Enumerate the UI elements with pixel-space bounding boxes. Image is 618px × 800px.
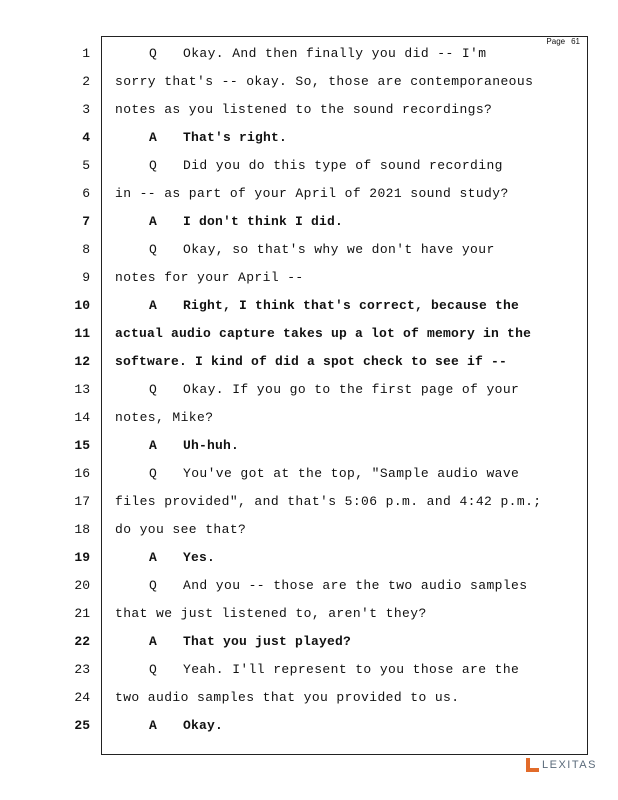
lexitas-logo-text: LEXITAS xyxy=(542,759,597,771)
line-text: Yes. xyxy=(183,550,216,565)
line-text: do you see that? xyxy=(115,522,247,537)
line-number: 2 xyxy=(82,74,90,89)
speaker-marker: A xyxy=(149,550,158,565)
line-text: Okay. If you go to the first page of your xyxy=(183,382,520,397)
speaker-marker: Q xyxy=(149,662,158,677)
line-number: 6 xyxy=(82,186,90,201)
line-number: 24 xyxy=(74,690,90,705)
line-number: 17 xyxy=(74,494,90,509)
transcript-line xyxy=(115,492,585,512)
line-text: You've got at the top, "Sample audio wave xyxy=(183,466,520,481)
speaker-marker: Q xyxy=(149,578,158,593)
transcript-line xyxy=(115,380,585,400)
transcript-line xyxy=(115,688,585,708)
transcript-line xyxy=(115,520,585,540)
line-text: Right, I think that's correct, because the xyxy=(183,298,520,313)
line-number: 19 xyxy=(74,550,90,565)
transcript-line xyxy=(115,156,585,176)
line-text: that we just listened to, aren't they? xyxy=(115,606,427,621)
line-number: 23 xyxy=(74,662,90,677)
line-text: That's right. xyxy=(183,130,288,145)
line-text: notes as you listened to the sound recordings? xyxy=(115,102,493,117)
speaker-marker: A xyxy=(149,298,158,313)
line-number: 21 xyxy=(74,606,90,621)
page-number: 61 xyxy=(571,37,580,46)
transcript-line xyxy=(115,324,585,344)
transcript-line xyxy=(115,212,585,232)
line-number: 11 xyxy=(74,326,90,341)
line-text: Yeah. I'll represent to you those are the xyxy=(183,662,520,677)
speaker-marker: A xyxy=(149,130,158,145)
transcript-line xyxy=(115,604,585,624)
transcript-line xyxy=(115,128,585,148)
transcript-line xyxy=(115,576,585,596)
line-text: I don't think I did. xyxy=(183,214,344,229)
transcript-line xyxy=(115,660,585,680)
line-number: 8 xyxy=(82,242,90,257)
line-text: Uh-huh. xyxy=(183,438,240,453)
line-number: 10 xyxy=(74,298,90,313)
speaker-marker: A xyxy=(149,634,158,649)
line-text: And you -- those are the two audio samples xyxy=(183,578,528,593)
line-text: two audio samples that you provided to us. xyxy=(115,690,460,705)
speaker-marker: Q xyxy=(149,158,158,173)
line-text: Okay. xyxy=(183,718,224,733)
line-text: notes for your April -- xyxy=(115,270,304,285)
lexitas-logo-icon xyxy=(526,758,539,772)
transcript-line xyxy=(115,184,585,204)
line-number: 12 xyxy=(74,354,90,369)
line-text: notes, Mike? xyxy=(115,410,214,425)
transcript-line xyxy=(115,268,585,288)
transcript-line xyxy=(115,100,585,120)
transcript-line xyxy=(115,436,585,456)
line-number: 20 xyxy=(74,578,90,593)
line-number: 13 xyxy=(74,382,90,397)
line-text: Okay, so that's why we don't have your xyxy=(183,242,495,257)
line-number: 25 xyxy=(74,718,90,733)
lexitas-logo xyxy=(526,758,597,772)
speaker-marker: Q xyxy=(149,382,158,397)
line-text: Did you do this type of sound recording xyxy=(183,158,503,173)
transcript-line xyxy=(115,72,585,92)
line-text: That you just played? xyxy=(183,634,352,649)
transcript-line xyxy=(115,408,585,428)
transcript-line xyxy=(115,716,585,736)
speaker-marker: Q xyxy=(149,466,158,481)
speaker-marker: Q xyxy=(149,242,158,257)
line-number: 1 xyxy=(82,46,90,61)
transcript-line xyxy=(115,352,585,372)
line-text: Okay. And then finally you did -- I'm xyxy=(183,46,487,61)
speaker-marker: Q xyxy=(149,46,158,61)
line-number: 16 xyxy=(74,466,90,481)
transcript-line xyxy=(115,44,585,64)
line-text: sorry that's -- okay. So, those are contemporaneous xyxy=(115,74,534,89)
speaker-marker: A xyxy=(149,718,158,733)
line-number: 18 xyxy=(74,522,90,537)
page-label-text: Page xyxy=(546,37,566,46)
line-text: actual audio capture takes up a lot of memory in the xyxy=(115,326,532,341)
speaker-marker: A xyxy=(149,214,158,229)
transcript-line xyxy=(115,548,585,568)
transcript-line xyxy=(115,464,585,484)
line-number: 3 xyxy=(82,102,90,117)
transcript-line xyxy=(115,296,585,316)
line-number: 15 xyxy=(74,438,90,453)
line-number: 14 xyxy=(74,410,90,425)
line-text: software. I kind of did a spot check to see if -- xyxy=(115,354,508,369)
line-number: 5 xyxy=(82,158,90,173)
speaker-marker: A xyxy=(149,438,158,453)
line-number: 22 xyxy=(74,634,90,649)
line-number: 7 xyxy=(82,214,90,229)
line-text: in -- as part of your April of 2021 sound study? xyxy=(115,186,509,201)
transcript-line xyxy=(115,240,585,260)
line-number: 4 xyxy=(82,130,90,145)
line-text: files provided", and that's 5:06 p.m. and 4:42 p.m.; xyxy=(115,494,542,509)
transcript-line xyxy=(115,632,585,652)
line-number: 9 xyxy=(82,270,90,285)
